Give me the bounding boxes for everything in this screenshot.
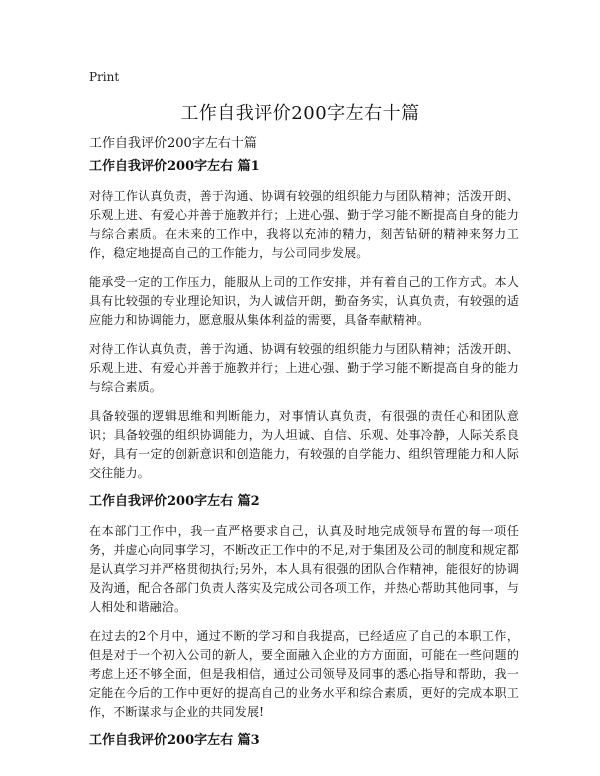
section-heading: 工作自我评价200字左右 篇3 (89, 733, 260, 748)
section-3 (89, 732, 519, 750)
paragraph: 在本部门工作中，我一直严格要求自己，认真及时地完成领导布置的每一项任务，并虚心向同事学习，不断改正工作中的不足,对于集团及公司的制度和规定都是认真学习并严格贯彻执行;另外，本人具有很强的团队合作精神，能很好的协调及沟通，配合各部门负责人落实及完成公司各项工作，并热心帮助其他同事，与人相处和谐融洽。 (89, 524, 519, 614)
section-heading: 工作自我评价200字左右 篇2 (89, 494, 260, 509)
section-heading: 工作自我评价200字左右 篇1 (89, 159, 260, 174)
section-2 (89, 493, 519, 722)
paragraph: 具备较强的逻辑思维和判断能力，对事情认真负责，有很强的责任心和团队意识；具备较强的组织协调能力，为人坦诚、自信、乐观、处事冷静，人际关系良好，具有一定的创新意识和创造能力，有较强的自学能力、组织管理能力和人际交往能力。 (89, 409, 519, 480)
print-label: Print (89, 70, 120, 84)
document-subtitle: 工作自我评价200字左右十篇 (89, 136, 257, 151)
paragraph: 在过去的2个月中，通过不断的学习和自我提高，已经适应了自己的本职工作，但是对于一个初入公司的新人，要全面融入企业的方方面面，可能在一些问题的考虑上还不够全面，但是我相信，通过公司领导及同事的悉心指导和帮助，我一定能在今后的工作中更好的提高自己的业务水平和综合素质，更好的完成本职工作，不断谋求与企业的共同发展! (89, 629, 519, 719)
section-1 (89, 158, 519, 483)
paragraph: 能承受一定的工作压力，能服从上司的工作安排，并有着自己的工作方式。本人具有比较强的专业理论知识，为人诚信开朗，勤奋务实，认真负责，有较强的适应能力和协调能力，愿意服从集体利益的需要，具备奉献精神。 (89, 275, 519, 327)
paragraph: 对待工作认真负责，善于沟通、协调有较强的组织能力与团队精神；活泼开朗、乐观上进、有爱心并善于施教并行；上进心强、勤于学习能不断提高自身的能力与综合素质。 (89, 342, 519, 394)
paragraph: 对待工作认真负责，善于沟通、协调有较强的组织能力与团队精神；活泼开朗、乐观上进、有爱心并善于施教并行；上进心强、勤于学习能不断提高自身的能力与综合素质。在未来的工作中，我将以充沛的精力，刻苦钻研的精神来努力工作，稳定地提高自己的工作能力，与公司同步发展。 (89, 189, 519, 260)
page-title: 工作自我评价200字左右十篇 (180, 103, 420, 124)
document-body (89, 158, 519, 761)
